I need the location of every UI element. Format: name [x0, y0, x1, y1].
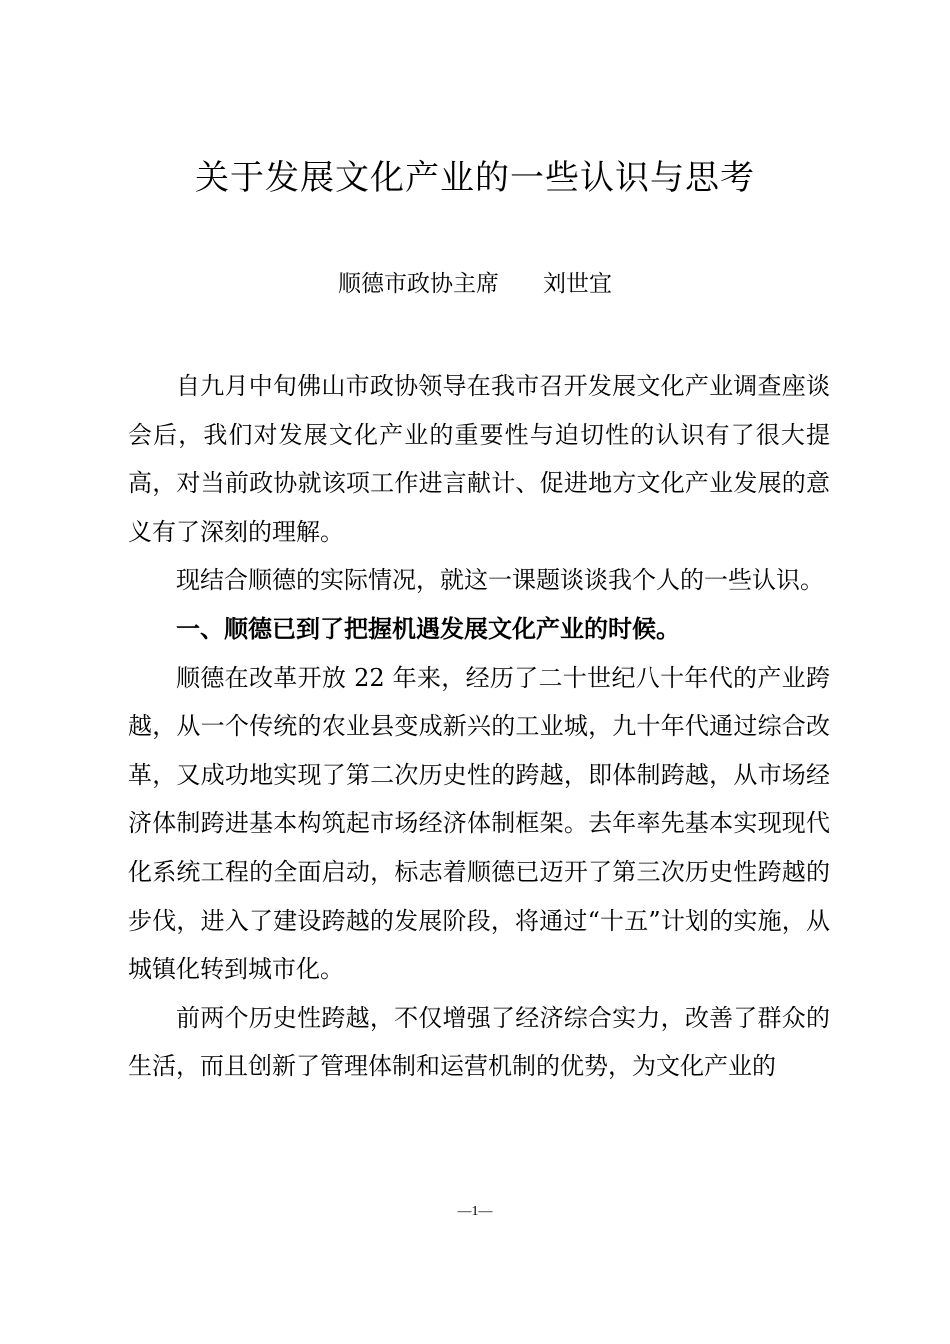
paragraph-intro: 自九月中旬佛山市政协领导在我市召开发展文化产业调查座谈会后，我们对发展文化产业的重要性与迫切性的认识有了很大提高，对当前政协就该项工作进言献计、促进地方文化产业发展的意义有了深刻的理解。	[128, 372, 830, 546]
author-position: 顺德市政协主席	[338, 271, 499, 297]
section-heading-1: 一、顺德已到了把握机遇发展文化产业的时候。	[176, 614, 680, 643]
document-body	[128, 362, 830, 1091]
document-title: 关于发展文化产业的一些认识与思考	[195, 158, 755, 198]
paragraph-history: 顺德在改革开放 22 年来，经历了二十世纪八十年代的产业跨越，从一个传统的农业县变成新兴的工业城，九十年代通过综合改革，又成功地实现了第二次历史性的跨越，即体制跨越，从市场经济体制跨进基本构筑起市场经济体制框架。去年率先基本实现现代化系统工程的全面启动，标志着顺德已迈开了第三次历史性跨越的步伐，进入了建设跨越的发展阶段，将通过“十五”计划的实施，从城镇化转到城市化。	[128, 663, 830, 984]
author-byline	[0, 266, 950, 302]
paragraph-continuation: 前两个历史性跨越，不仅增强了经济综合实力，改善了群众的生活，而且创新了管理体制和运营机制的优势，为文化产业的	[128, 1003, 830, 1081]
author-name: 刘世宜	[543, 271, 612, 297]
paragraph-purpose: 现结合顺德的实际情况，就这一课题谈谈我个人的一些认识。	[176, 566, 824, 595]
page-number: —1—	[457, 1204, 493, 1219]
